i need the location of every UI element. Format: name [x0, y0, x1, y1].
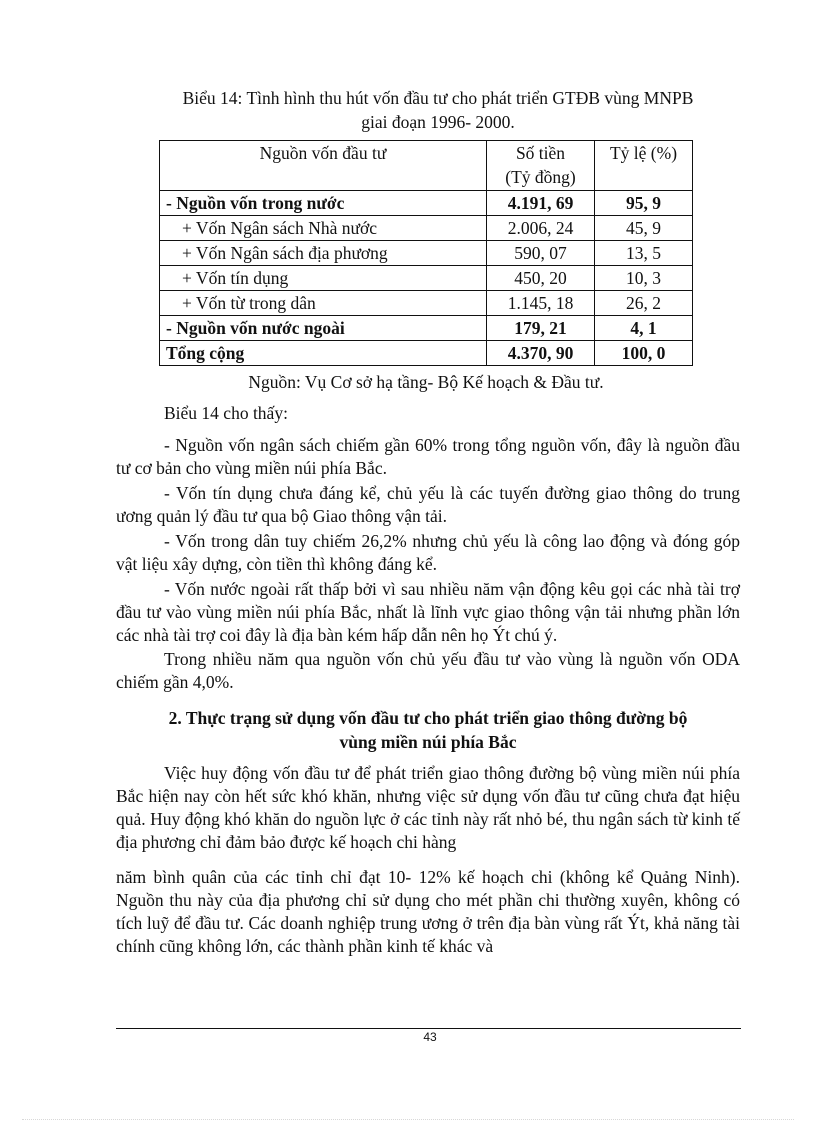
page-edge-divider [22, 1119, 794, 1120]
bullet-paragraph: - Nguồn vốn ngân sách chiếm gần 60% trong tổng nguồn vốn, đây là nguồn đầu tư cơ bản cho vùng miền núi phía Bắc. [116, 435, 740, 478]
row-ratio: 95, 9 [595, 191, 693, 216]
section-heading-line2: vùng miền núi phía Bắc [339, 732, 517, 752]
header-amount [487, 141, 595, 191]
row-amount: 2.006, 24 [487, 216, 595, 241]
header-amount-line2: (Tỷ đồng) [505, 167, 576, 187]
table-row [160, 291, 693, 316]
row-label: + Vốn Ngân sách địa phương [160, 241, 487, 266]
table-row [160, 191, 693, 216]
bullet-paragraph: - Vốn nước ngoài rất thấp bởi vì sau nhiều năm vận động kêu gọi các nhà tài trợ đầu tư vào vùng miền núi phía Bắc, nhất là lĩnh vực giao thông vận tải nhưng phần lớn các nhà tài trợ coi đây là địa bàn kém hấp dẫn nên họ Ýt chú ý. [116, 579, 740, 645]
table-total-row [160, 341, 693, 366]
row-amount: 590, 07 [487, 241, 595, 266]
row-amount: 1.145, 18 [487, 291, 595, 316]
table-caption-line2: giai đoạn 1996- 2000. [361, 112, 515, 132]
bullet-paragraph: - Vốn tín dụng chưa đáng kể, chủ yếu là các tuyến đường giao thông do trung ương quản lý đầu tư qua bộ Giao thông vận tải. [116, 483, 740, 526]
header-source: Nguồn vốn đầu tư [160, 141, 487, 191]
table-row [160, 216, 693, 241]
investment-table [159, 140, 693, 366]
row-ratio: 13, 5 [595, 241, 693, 266]
total-label: Tổng cộng [160, 341, 487, 366]
table-source: Nguồn: Vụ Cơ sở hạ tầng- Bộ Kế hoạch & Đầu tư. [248, 372, 604, 392]
section-heading-line1: 2. Thực trạng sử dụng vốn đầu tư cho phát triển giao thông đường bộ [168, 708, 688, 728]
row-ratio: 10, 3 [595, 266, 693, 291]
bullet-paragraph: - Vốn trong dân tuy chiếm 26,2% nhưng chủ yếu là công lao động và đóng góp vật liệu xây dựng, còn tiền thì không đáng kể. [116, 531, 740, 574]
table-row [160, 316, 693, 341]
total-ratio: 100, 0 [595, 341, 693, 366]
table-caption-line1: Biểu 14: Tình hình thu hút vốn đầu tư cho phát triển GTĐB vùng MNPB [182, 88, 694, 108]
header-ratio: Tỷ lệ (%) [595, 141, 693, 191]
footer-rule [116, 1028, 741, 1029]
row-label: - Nguồn vốn trong nước [160, 191, 487, 216]
row-ratio: 26, 2 [595, 291, 693, 316]
row-amount: 179, 21 [487, 316, 595, 341]
row-amount: 4.191, 69 [487, 191, 595, 216]
row-amount: 450, 20 [487, 266, 595, 291]
body-paragraph-continued: năm bình quân của các tỉnh chỉ đạt 10- 12% kế hoạch chi (không kể Quảng Ninh). Nguồn thu này của địa phương chỉ sử dụng cho mét phần chi thường xuyên, không có tích luỹ để đầu tư. Các doanh nghiệp trung ương ở trên địa bàn vùng rất Ýt, khả năng tài chính cũng không lớn, các thành phần kinh tế khác và [116, 867, 740, 956]
row-label: - Nguồn vốn nước ngoài [160, 316, 487, 341]
row-label: + Vốn tín dụng [160, 266, 487, 291]
body-paragraph: Việc huy động vốn đầu tư để phát triển giao thông đường bộ vùng miền núi phía Bắc hiện nay còn hết sức khó khăn, nhưng việc sử dụng vốn đầu tư cũng chưa đạt hiệu quả. Huy động khó khăn do nguồn lực ở các tỉnh này rất nhỏ bé, thu ngân sách từ kinh tế địa phương chỉ đảm bảo được kế hoạch chi hàng [116, 763, 740, 852]
intro-paragraph: Biểu 14 cho thấy: [164, 403, 288, 423]
row-label: + Vốn từ trong dân [160, 291, 487, 316]
page-number: 43 [423, 1030, 437, 1044]
table-row [160, 241, 693, 266]
table-header-row [160, 141, 693, 191]
table-row [160, 266, 693, 291]
row-ratio: 45, 9 [595, 216, 693, 241]
row-label: + Vốn Ngân sách Nhà nước [160, 216, 487, 241]
row-ratio: 4, 1 [595, 316, 693, 341]
header-amount-line1: Số tiền [515, 143, 566, 163]
total-amount: 4.370, 90 [487, 341, 595, 366]
bullet-paragraph: Trong nhiều năm qua nguồn vốn chủ yếu đầu tư vào vùng là nguồn vốn ODA chiếm gần 4,0%. [116, 649, 740, 692]
